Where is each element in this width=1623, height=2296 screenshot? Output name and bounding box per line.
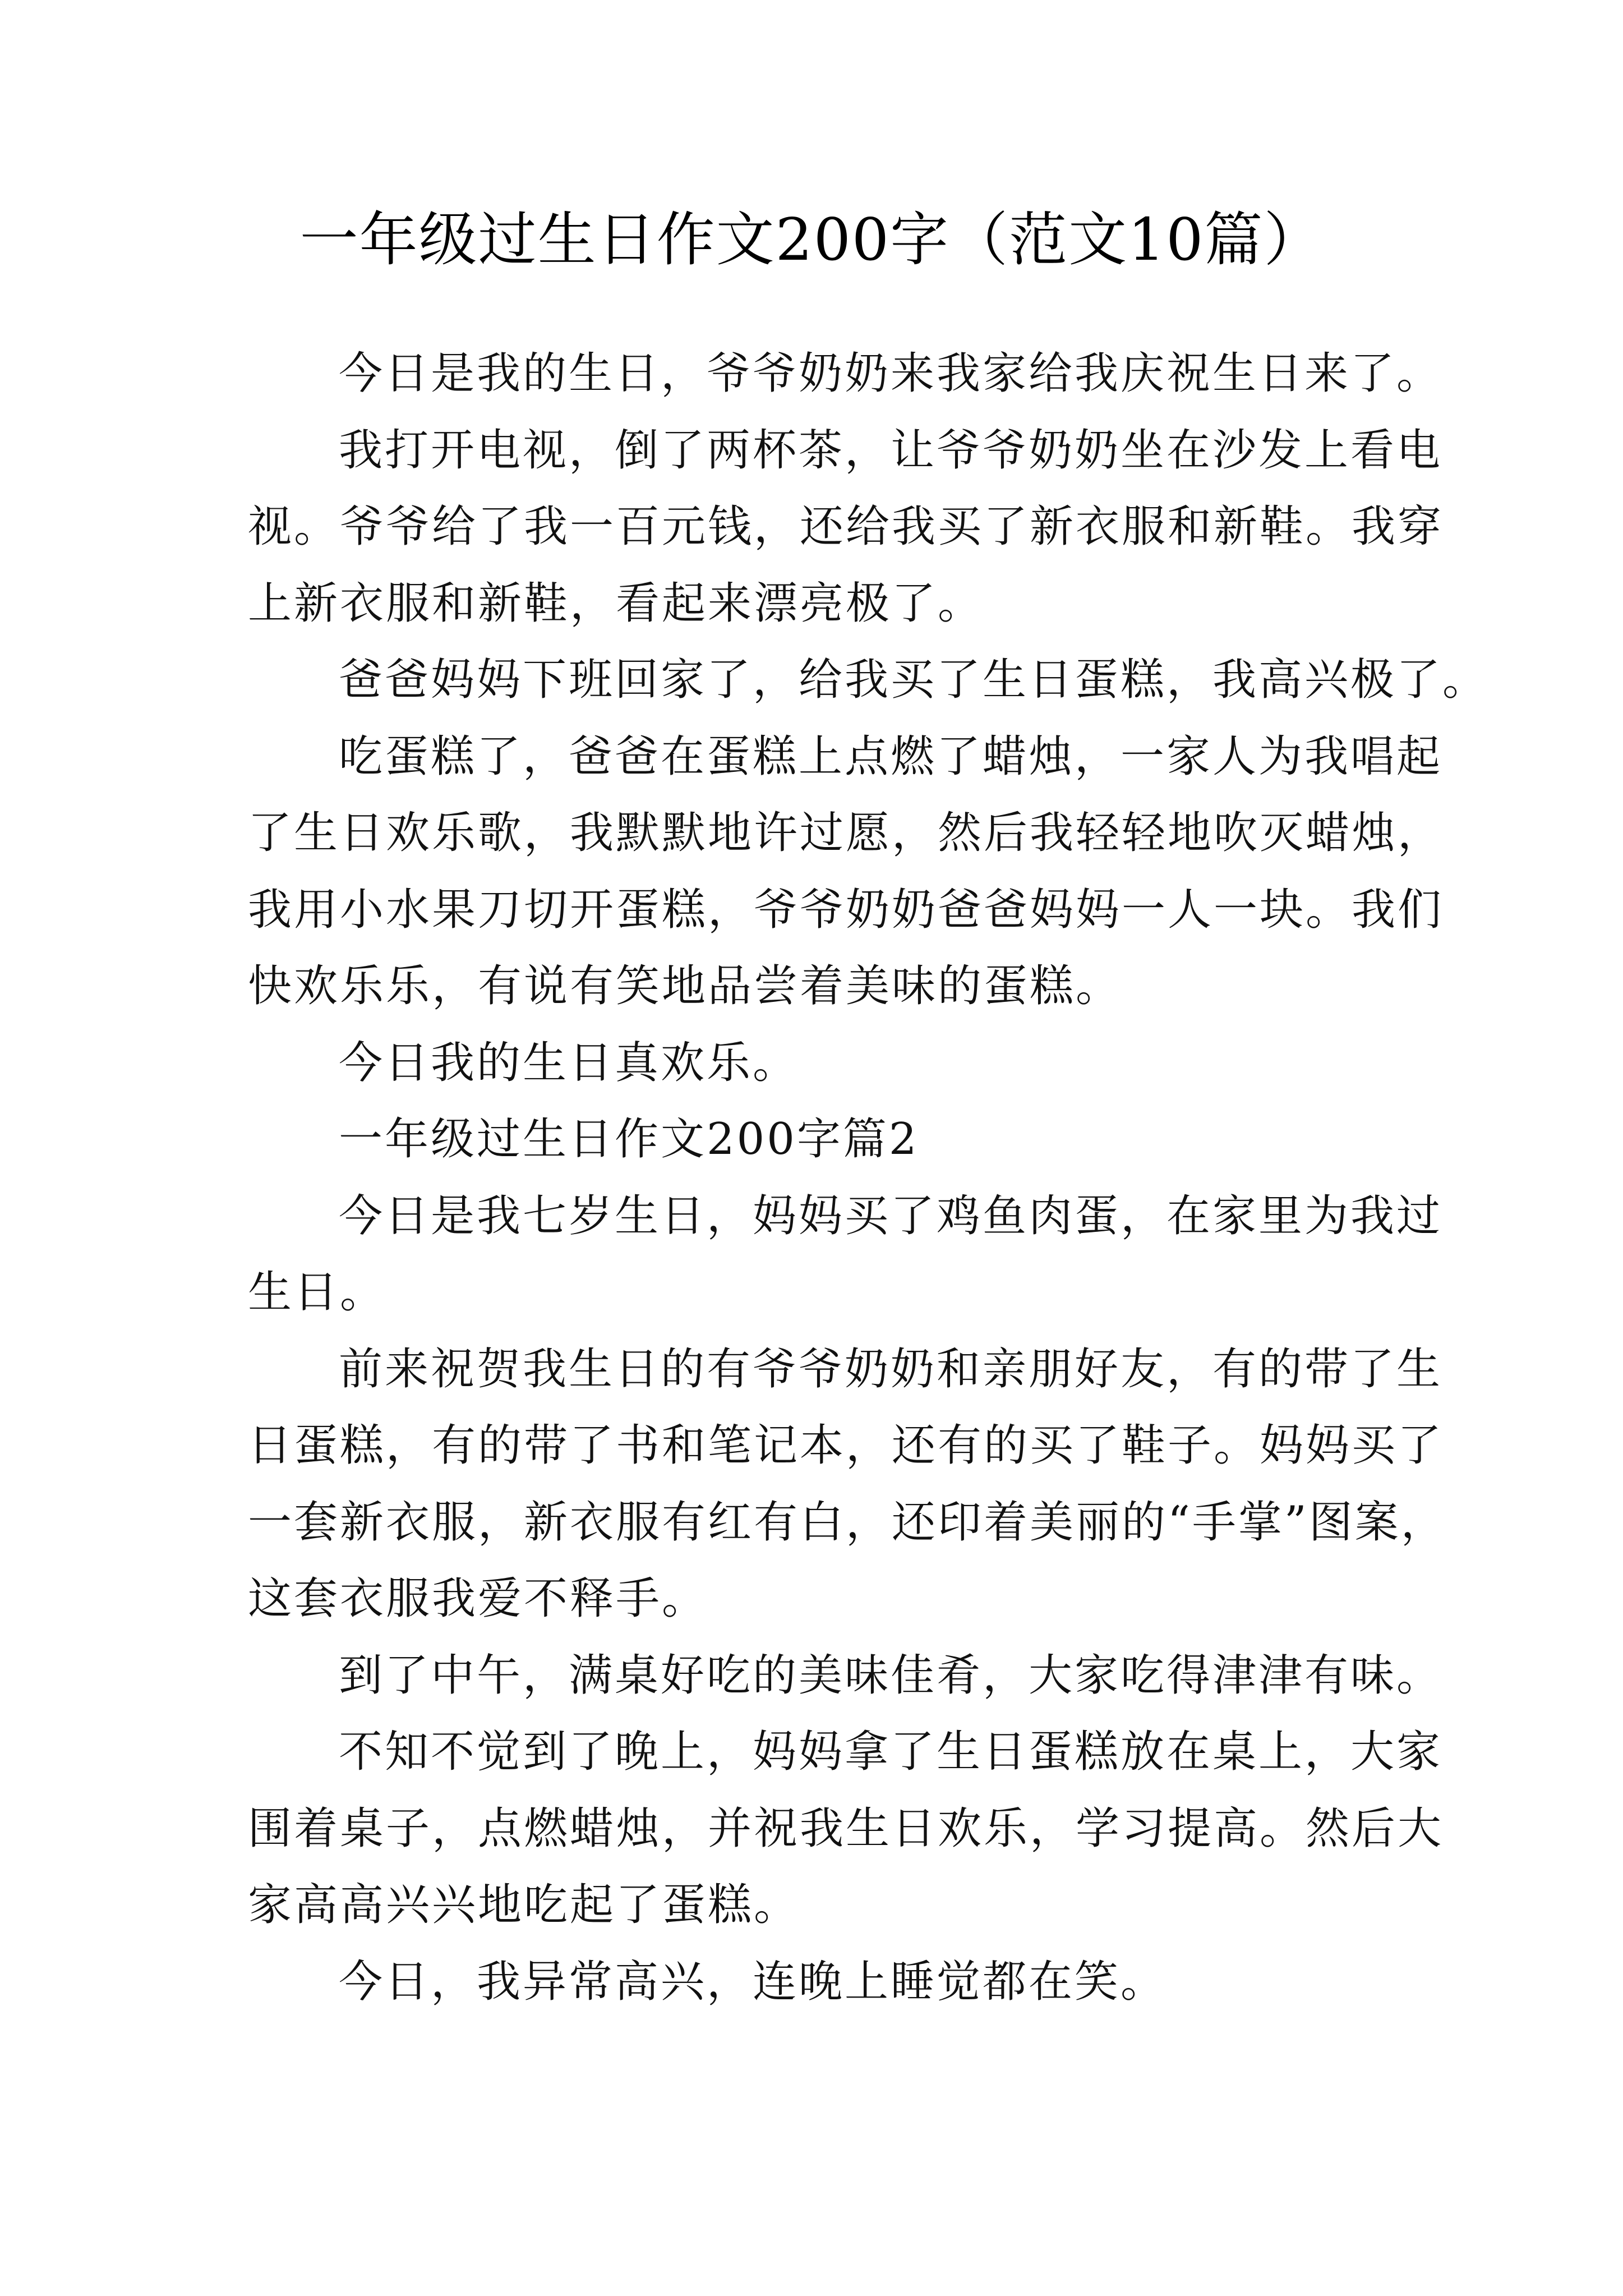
- text-line: 到了中午，满桌好吃的美味佳肴，大家吃得津津有味。: [339, 1650, 1443, 1701]
- section-heading: 一年级过生日作文200字篇2: [339, 1114, 919, 1165]
- text-line: 了生日欢乐歌，我默默地许过愿，然后我轻轻地吹灭蜡烛，: [248, 808, 1444, 858]
- text-line: 今日是我七岁生日，妈妈买了鸡鱼肉蛋，在家里为我过: [339, 1190, 1443, 1241]
- text-line: 今日，我异常高兴，连晚上睡觉都在笑。: [339, 1956, 1167, 2007]
- text-line: 我用小水果刀切开蛋糕，爷爷奶奶爸爸妈妈一人一块。我们: [248, 884, 1444, 935]
- text-line: 爸爸妈妈下班回家了，给我买了生日蛋糕，我高兴极了。: [339, 655, 1489, 705]
- text-line: 围着桌子，点燃蜡烛，并祝我生日欢乐，学习提高。然后大: [248, 1803, 1444, 1854]
- text-line: 日蛋糕，有的带了书和笔记本，还有的买了鞋子。妈妈买了: [248, 1420, 1444, 1471]
- text-line: 这套衣服我爱不释手。: [248, 1573, 708, 1624]
- text-line: 一套新衣服，新衣服有红有白，还印着美丽的“手掌”图案，: [248, 1497, 1447, 1548]
- text-line: 生日。: [248, 1267, 386, 1318]
- text-line: 今日是我的生日，爷爷奶奶来我家给我庆祝生日来了。: [339, 348, 1443, 399]
- text-line: 不知不觉到了晚上，妈妈拿了生日蛋糕放在桌上，大家: [339, 1727, 1443, 1777]
- text-line: 视。爷爷给了我一百元钱，还给我买了新衣服和新鞋。我穿: [248, 501, 1444, 552]
- text-line: 今日我的生日真欢乐。: [339, 1037, 799, 1088]
- text-line: 家高高兴兴地吃起了蛋糕。: [248, 1880, 800, 1930]
- document-body: [248, 335, 1489, 2020]
- text-line: 快欢乐乐，有说有笑地品尝着美味的蛋糕。: [248, 961, 1122, 1011]
- document-title: 一年级过生日作文200字（范文10篇）: [299, 205, 1324, 274]
- text-line: 前来祝贺我生日的有爷爷奶奶和亲朋好友，有的带了生: [339, 1343, 1443, 1395]
- text-line: 上新衣服和新鞋，看起来漂亮极了。: [248, 578, 984, 629]
- text-line: 我打开电视，倒了两杯茶，让爷爷奶奶坐在沙发上看电: [339, 425, 1443, 476]
- text-line: 吃蛋糕了，爸爸在蛋糕上点燃了蜡烛，一家人为我唱起: [339, 731, 1443, 782]
